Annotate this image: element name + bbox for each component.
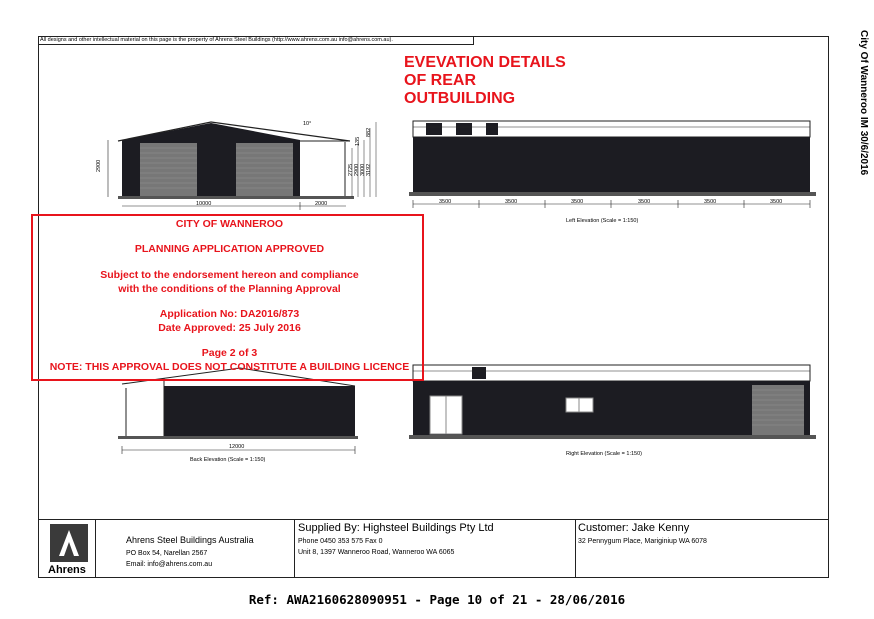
logo-text: Ahrens [48, 564, 86, 576]
supplier-phone: Phone 0450 353 575 Fax 0 [298, 538, 383, 545]
council-side-stamp: City Of Wanneroo IM 30/6/2016 [858, 30, 869, 176]
customer-name: Customer: Jake Kenny [578, 522, 690, 534]
right-elevation-caption: Right Elevation (Scale = 1:150) [566, 451, 642, 457]
reference-footer: Ref: AWA2160628090951 - Page 10 of 21 - 28/06/2016 [248, 592, 626, 607]
front-dim-135: 135 [355, 136, 361, 146]
front-dim-2900: 2900 [354, 163, 360, 176]
front-dim-2725: 2725 [348, 163, 354, 176]
front-dim-882: 882 [366, 127, 372, 137]
stamp-date: Date Approved: 25 July 2016 [158, 322, 301, 334]
title-line-3: OUTBUILDING [404, 90, 516, 107]
left-elevation-caption: Left Elevation (Scale = 1:150) [566, 218, 639, 224]
stamp-council: CITY OF WANNEROO [175, 218, 284, 230]
supplied-by: Supplied By: Highsteel Buildings Pty Ltd [298, 522, 494, 534]
company-po-box: PO Box 54, Narellan 2567 [126, 550, 208, 557]
supplier-address: Unit 8, 1397 Wanneroo Road, Wanneroo WA 6065 [298, 549, 455, 556]
title-block-divider [95, 519, 96, 578]
title-block-divider [294, 519, 295, 578]
stamp-note: NOTE: THIS APPROVAL DOES NOT CONSTITUTE A BUILDING LICENCE [49, 361, 410, 373]
front-dim-width: 10000 [196, 201, 212, 207]
stamp-application-no: Application No: DA2016/873 [159, 308, 300, 320]
left-bay-dim: 3500 [638, 199, 651, 205]
disclaimer: All designs and other intellectual material on this page is the property of Ahrens Steel Buildings (http://www.ahrens.com.au info@ahrens.com.au). [40, 37, 393, 43]
ahrens-logo-mark [50, 524, 88, 562]
customer-address: 32 Pennygum Place, Mariginiup WA 6078 [578, 538, 707, 545]
left-bay-dim: 3500 [571, 199, 584, 205]
stamp-status: PLANNING APPLICATION APPROVED [134, 243, 325, 255]
stamp-subject-2: with the conditions of the Planning Approval [118, 283, 341, 295]
front-dim-height: 2900 [96, 159, 102, 172]
title-block-divider [575, 519, 576, 578]
left-bay-dim: 3500 [704, 199, 717, 205]
ahrens-logo [50, 524, 88, 562]
back-elevation-caption: Back Elevation (Scale = 1:150) [190, 457, 266, 463]
front-dim-3000: 3000 [360, 163, 366, 176]
front-dim-pitch: 10° [303, 121, 312, 127]
front-dim-awning: 2000 [315, 201, 328, 207]
front-dim-3192: 3192 [366, 163, 372, 176]
company-email: Email: info@ahrens.com.au [126, 561, 213, 568]
stamp-subject-1: Subject to the endorsement hereon and compliance [100, 269, 359, 281]
left-bay-dim: 3500 [770, 199, 783, 205]
stamp-page: Page 2 of 3 [201, 347, 258, 359]
title-line-1: EVEVATION DETAILS [404, 54, 566, 71]
left-bay-dim: 3500 [439, 199, 452, 205]
left-bay-dim: 3500 [505, 199, 518, 205]
company-name: Ahrens Steel Buildings Australia [126, 535, 254, 545]
page-title [404, 54, 566, 108]
approval-stamp [31, 214, 424, 381]
back-dim-width: 12000 [229, 444, 245, 450]
title-line-2: OF REAR [404, 72, 476, 89]
